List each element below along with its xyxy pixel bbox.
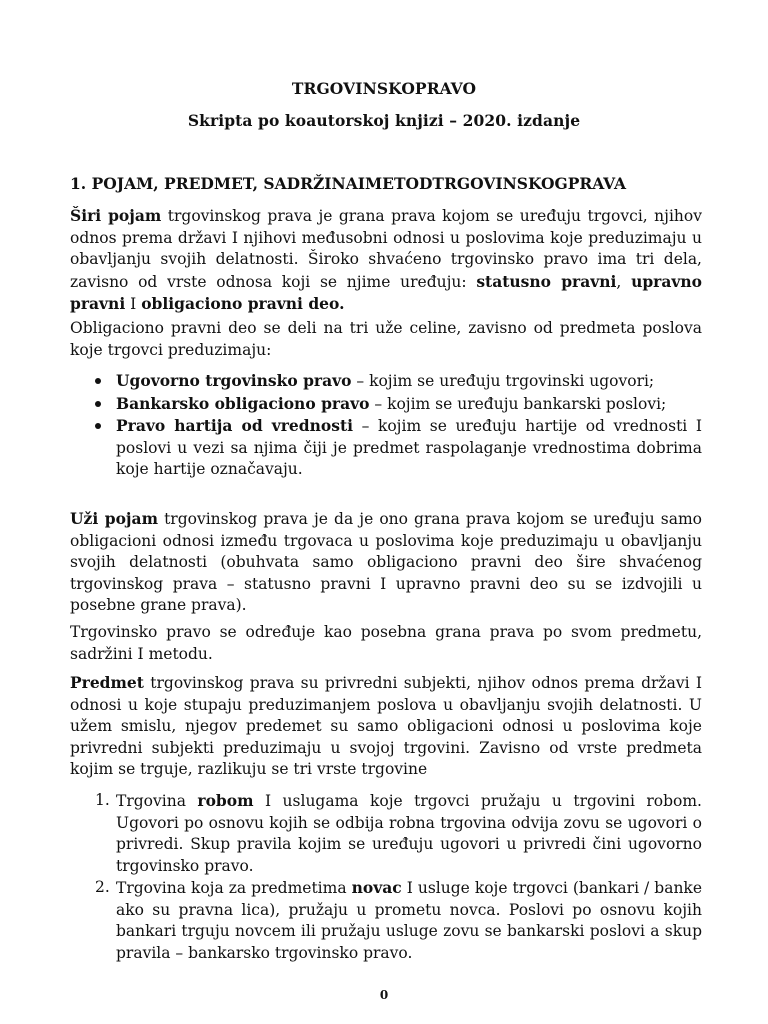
section-heading: 1. POJAM, PREDMET, SADRŽINAIMETODTRGOVINSKOGPRAVA — [70, 174, 627, 193]
term-upravno-pravni: upravno pravni — [70, 271, 702, 313]
bullet-icon — [95, 423, 101, 429]
document-subtitle: Skripta po koautorskoj knjizi – 2020. izdanje — [187, 111, 581, 130]
term-obligaciono-pravni: obligaciono pravni deo. — [141, 294, 345, 313]
bullet-icon — [95, 401, 101, 407]
term-statusno-pravni: statusno pravni — [476, 271, 617, 291]
list-item: 1. Trgovina robom I uslugama koje trgovci pružaju u trgovini robom. Ugovori po osnovu kojih se odbija robna trgovina odvija zovu se ugovori o privredi. Skup pravila kojim se uređuju ugovori u privredi čini ugovorno trgovinsko pravo. — [95, 791, 702, 875]
term-predmet: Predmet — [70, 673, 144, 692]
list-item: Bankarsko obligaciono pravo – kojim se uređuju bankarski poslovi; — [95, 393, 702, 416]
paragraph-predmet: Predmet trgovinskog prava su privredni subjekti, njihov odnos prema državi I odnosi u koje stupaju preduzimanjem poslova u obavljanju svojih delatnosti. U užem smislu, njegov predemet su samo obligacioni odnosi u poslovima koje privredni subjekti preduzimaju u svojoj trgovini. Zavisno od vrste predmeta kojim se trguje, razlikuju se tri vrste trgovine — [70, 673, 702, 778]
list-item: Ugovorno trgovinsko pravo – kojim se uređuju trgovinski ugovori; — [95, 370, 702, 393]
page-number: 0 — [379, 988, 389, 1002]
document-title: TRGOVINSKOPRAVO — [291, 79, 477, 98]
list-item: Pravo hartija od vrednosti – kojim se uređuju hartije od vrednosti I poslovi u vezi sa njima čiji je predmet raspolaganje vrednostima dobrima koje hartije označavaju. — [95, 415, 702, 481]
bullet-icon — [95, 378, 101, 384]
numbered-list — [95, 790, 702, 964]
paragraph-uzi-pojam: Uži pojam trgovinskog prava je da je ono grana prava kojom se uređuju samo obligacioni odnosi između trgovaca u poslovima koje preduzimaju u obavljanju svojih delatnosti (obuhvata samo obligaciono pravni deo šire shvaćenog trgovinskog prava – statusno pravni I upravno pravni deo su se izdvojili u posebne grane prava). — [70, 509, 702, 614]
list-item: 2. Trgovina koja za predmetima novac I usluge koje trgovci (bankari / banke ako su pravna lica), pružaju u prometu novca. Poslovi po osnovu kojih bankari trguju novcem ili pružaju usluge zovu se bankarski poslovi a skup pravila – bankarsko trgovinsko pravo. — [95, 878, 702, 962]
paragraph-odredjenje: Trgovinsko pravo se određuje kao posebna grana prava po svom predmetu, sadržini I metodu. — [70, 623, 702, 663]
bullet-list — [95, 370, 702, 481]
term-uzi-pojam: Uži pojam — [70, 509, 158, 528]
term-siri-pojam: Širi pojam — [70, 206, 162, 225]
paragraph-obligaciono: Obligaciono pravni deo se deli na tri uže celine, zavisno od predmeta poslova koje trgovci preduzimaju: — [70, 319, 702, 359]
paragraph-siri-pojam: Širi pojam trgovinskog prava je grana prava kojom se uređuju trgovci, njihov odnos prema državi I njihovi međusobni odnosi u poslovima koje preduzimaju u obavljanju svojih delatnosti. Široko shvaćeno trgovinsko pravo ima tri dela, zavisno od vrste odnosa koji se njime uređuju: statusno pravni, upravno pravni I obligaciono pravni deo. — [70, 206, 702, 313]
